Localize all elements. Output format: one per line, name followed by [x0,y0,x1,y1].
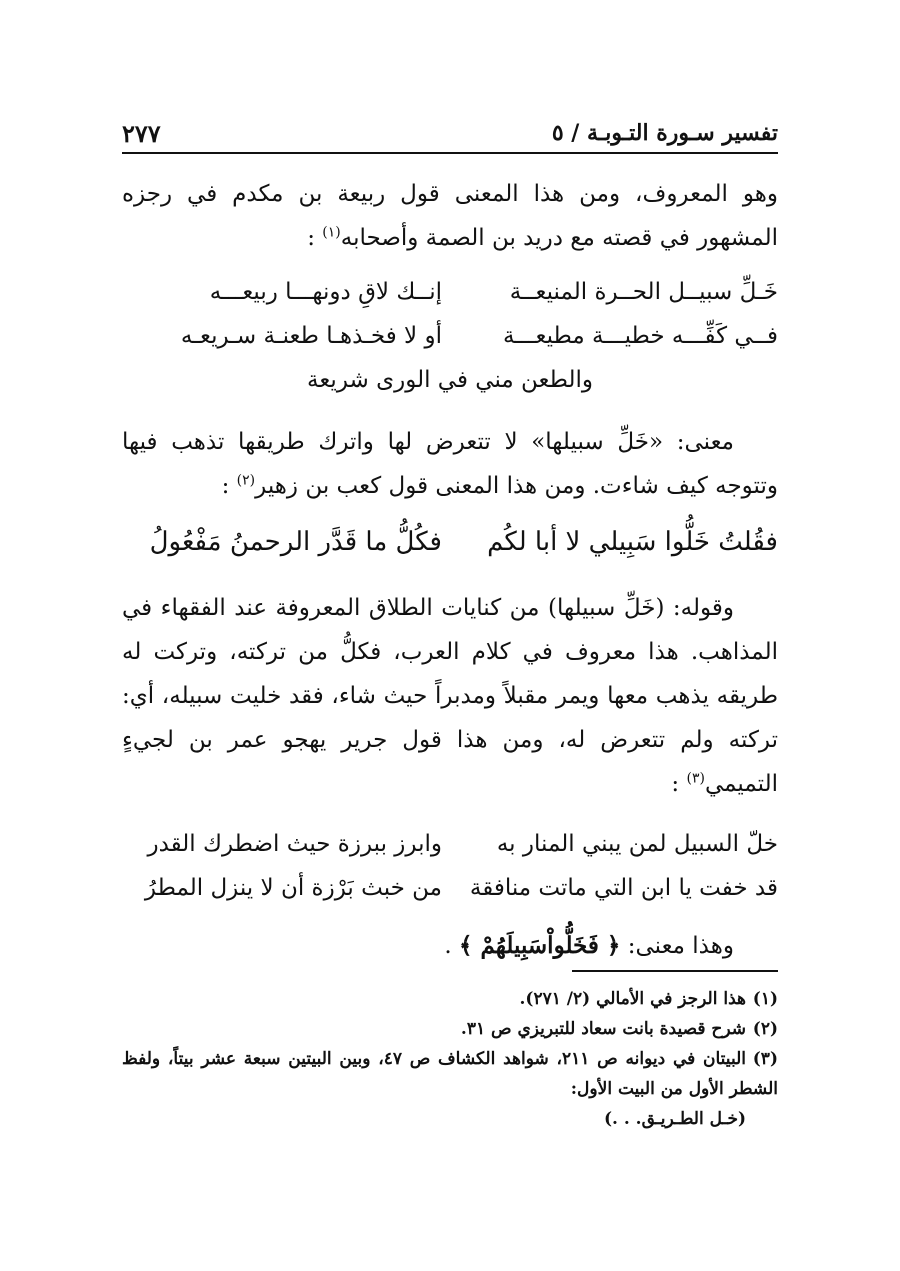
page-number: ٢٧٧ [122,119,161,148]
hemistich-first: فقُلتُ خَلُّوا سَبِيلي لا أبا لكُم [487,527,778,557]
quran-citation: ﴿ فَخَلُّواْسَبِيلَهُمْ ﴾ [459,932,621,959]
hemistich-second: وابرز ببرزة حيث اضطرك القدر [147,831,442,857]
footnote-separator [572,970,778,972]
footnote-3-continuation: (خـل الطـريـق. . .) [603,1109,746,1129]
hemistich-second: فكُلُّ ما قَدَّر الرحمنُ مَفْعُولُ [149,527,442,557]
hemistich-first: خلّ السبيل لمن يبني المنار به [496,831,778,857]
paragraph-3: وقوله: (خَلِّ سبيلها) من كنايات الطلاق المعروفة عند الفقهاء في المذاهب. هذا معروف في كلام العرب، فكلُّ من تركته، وتركت له طريقه يذهب معها ويمر مقبلاً ومدبراً حيث شاء، فقد خليت سبيله، أي: تركته ولم تتعرض له، ومن هذا قول جرير يهجو عمر بن لجيءٍ التميمي$^{(٣)}$ : [122,595,778,797]
paragraph-2: معنى: «خَلِّ سبيلها» لا تتعرض لها واترك طريقها تذهب فيها وتتوجه كيف شاءت. ومن هذا المعنى قول كعب بن زهير$^{(٢)}$ : [122,429,778,499]
footnote-ref-3[interactable]: (٣) [686,770,705,787]
verse-block-1 [122,270,778,402]
footnote-ref-2[interactable]: (٢) [236,472,256,489]
verse-block-3 [122,822,778,910]
footnote-ref-1[interactable]: (١) [322,224,341,241]
footnote-3: (٣)البيتان في ديوانه ص ٢١١، شواهد الكشاف ص ٤٧، وبين البيتين سبعة عشر بيتاً، ولفظ الشطر الأول من البيت الأول: [122,1049,778,1099]
hemistich-second: أو لا فخـذهـا طعنـة سـريعـه [180,323,442,349]
hemistich-first: قد خفت يا ابن التي ماتت منافقة [469,875,778,901]
page-body [122,172,778,968]
footnote-1: (١)هذا الرجز في الأمالي (٢/ ٢٧١). [519,989,778,1009]
hemistich-second: إنــك لاقِ دونهـــا ربيعـــه [209,279,442,305]
verse-line-kaab [122,516,778,568]
verse-line [122,866,778,910]
hemistich-second: من خبث بَرْزة أن لا ينزل المطرُ [144,875,442,901]
verse-line [122,822,778,866]
paragraph-1: وهو المعروف، ومن هذا المعنى قول ربيعة بن مكدم في رجزه المشهور في قصته مع دريد بن الصمة وأصحابه$^{(١)}$ : [122,181,778,251]
hemistich-first: فــي كَفِّـــه خطيـــة مطيعـــة [502,323,778,349]
verse-line [122,270,778,314]
footnotes [122,984,778,1134]
verse-line [122,314,778,358]
page-header [122,108,778,154]
verse-line-centered: والطعن مني في الورى شريعة [307,367,593,393]
footnote-2: (٢)شرح قصيدة بانت سعاد للتبريزي ص ٣١. [460,1019,778,1039]
running-title: تفسير سـورة التـوبـة / ٥ [551,120,778,146]
hemistich-first: خَـلِّ سبيــل الحــرة المنيعــة [509,279,778,305]
paragraph-4: وهذا معنى: ﴿ فَخَلُّواْسَبِيلَهُمْ ﴾ . [444,932,734,959]
